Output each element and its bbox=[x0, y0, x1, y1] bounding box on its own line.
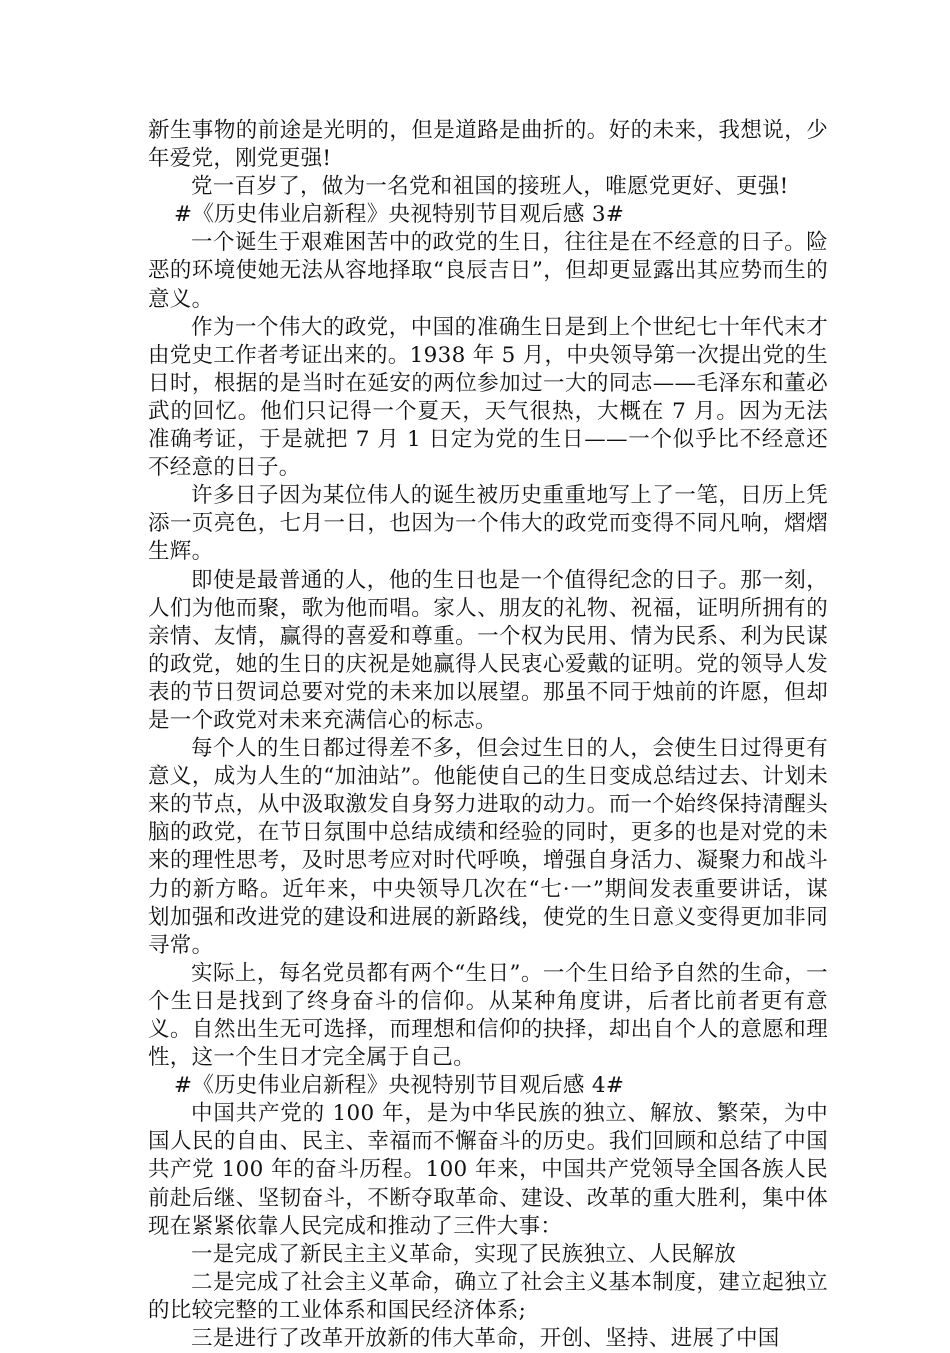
section-heading: #《历史伟业启新程》央视特别节目观后感 4# bbox=[174, 1073, 625, 1099]
document-body bbox=[148, 117, 828, 1353]
paragraph: 每个人的生日都过得差不多，但会过生日的人，会使生日过得更有意义，成为人生的“加油站”。他能使自己的生日变成总结过去、计划未来的节点，从中汲取激发自身努力进取的动力。而一个始终保持清醒头脑的政党，在节日氛围中总结成绩和经验的同时，更多的也是对党的未来的理性思考，及时思考应对时代呼唤，增强自身活力、凝聚力和战斗力的新方略。近年来，中央领导几次在“七·一”期间发表重要讲话，谋划加强和改进党的建设和进展的新路线，使党的生日意义变得更加非同寻常。 bbox=[148, 736, 828, 958]
list-item: 二是完成了社会主义革命，确立了社会主义基本制度，建立起独立的比较完整的工业体系和国民经济体系; bbox=[148, 1269, 828, 1323]
paragraph: 新生事物的前途是光明的，但是道路是曲折的。好的未来，我想说，少年爱党，刚党更强! bbox=[148, 118, 828, 172]
list-item: 一是完成了新民主主义革命，实现了民族独立、人民解放 bbox=[191, 1241, 737, 1267]
section-heading: #《历史伟业启新程》央视特别节目观后感 3# bbox=[174, 202, 625, 228]
paragraph: 即使是最普通的人，他的生日也是一个值得纪念的日子。那一刻，人们为他而聚，歌为他而唱。家人、朋友的礼物、祝福，证明所拥有的亲情、友情，赢得的喜爱和尊重。一个权为民用、情为民系、利为民谋的政党，她的生日的庆祝是她赢得人民衷心爱戴的证明。党的领导人发表的节日贺词总要对党的未来加以展望。那虽不同于烛前的许愿，但却是一个政党对未来充满信心的标志。 bbox=[148, 567, 828, 733]
paragraph: 实际上，每名党员都有两个“生日”。一个生日给予自然的生命，一个生日是找到了终身奋斗的信仰。从某种角度讲，后者比前者更有意义。自然出生无可选择，而理想和信仰的抉择，却出自个人的意愿和理性，这一个生日才完全属于自己。 bbox=[148, 960, 828, 1071]
paragraph: 一个诞生于艰难困苦中的政党的生日，往往是在不经意的日子。险恶的环境使她无法从容地择取“良辰吉日”，但却更显露出其应势而生的意义。 bbox=[148, 230, 828, 312]
paragraph: 作为一个伟大的政党，中国的准确生日是到上个世纪七十年代末才由党史工作者考证出来的。1938 年 5 月，中央领导第一次提出党的生日时，根据的是当时在延安的两位参加过一大的同志——毛泽东和董必武的回忆。他们只记得一个夏天，天气很热，大概在 7 月。因为无法准确考证，于是就把 7 月 1 日定为党的生日——一个似乎比不经意还不经意的日子。 bbox=[148, 314, 828, 481]
list-item: 三是进行了改革开放新的伟大革命，开创、坚持、进展了中国 bbox=[191, 1326, 780, 1352]
paragraph: 党一百岁了，做为一名党和祖国的接班人，唯愿党更好、更强! bbox=[191, 174, 789, 200]
paragraph: 许多日子因为某位伟人的诞生被历史重重地写上了一笔，日历上凭添一页亮色，七月一日，也因为一个伟大的政党而变得不同凡响，熠熠生辉。 bbox=[148, 483, 828, 565]
paragraph: 中国共产党的 100 年，是为中华民族的独立、解放、繁荣，为中国人民的自由、民主、幸福而不懈奋斗的历史。我们回顾和总结了中国共产党 100 年的奋斗历程。100 年来，中国共产党领导全国各族人民前赴后继、坚韧奋斗，不断夺取革命、建设、改革的重大胜利，集中体现在紧紧依靠人民完成和推动了三件大事： bbox=[148, 1101, 828, 1239]
